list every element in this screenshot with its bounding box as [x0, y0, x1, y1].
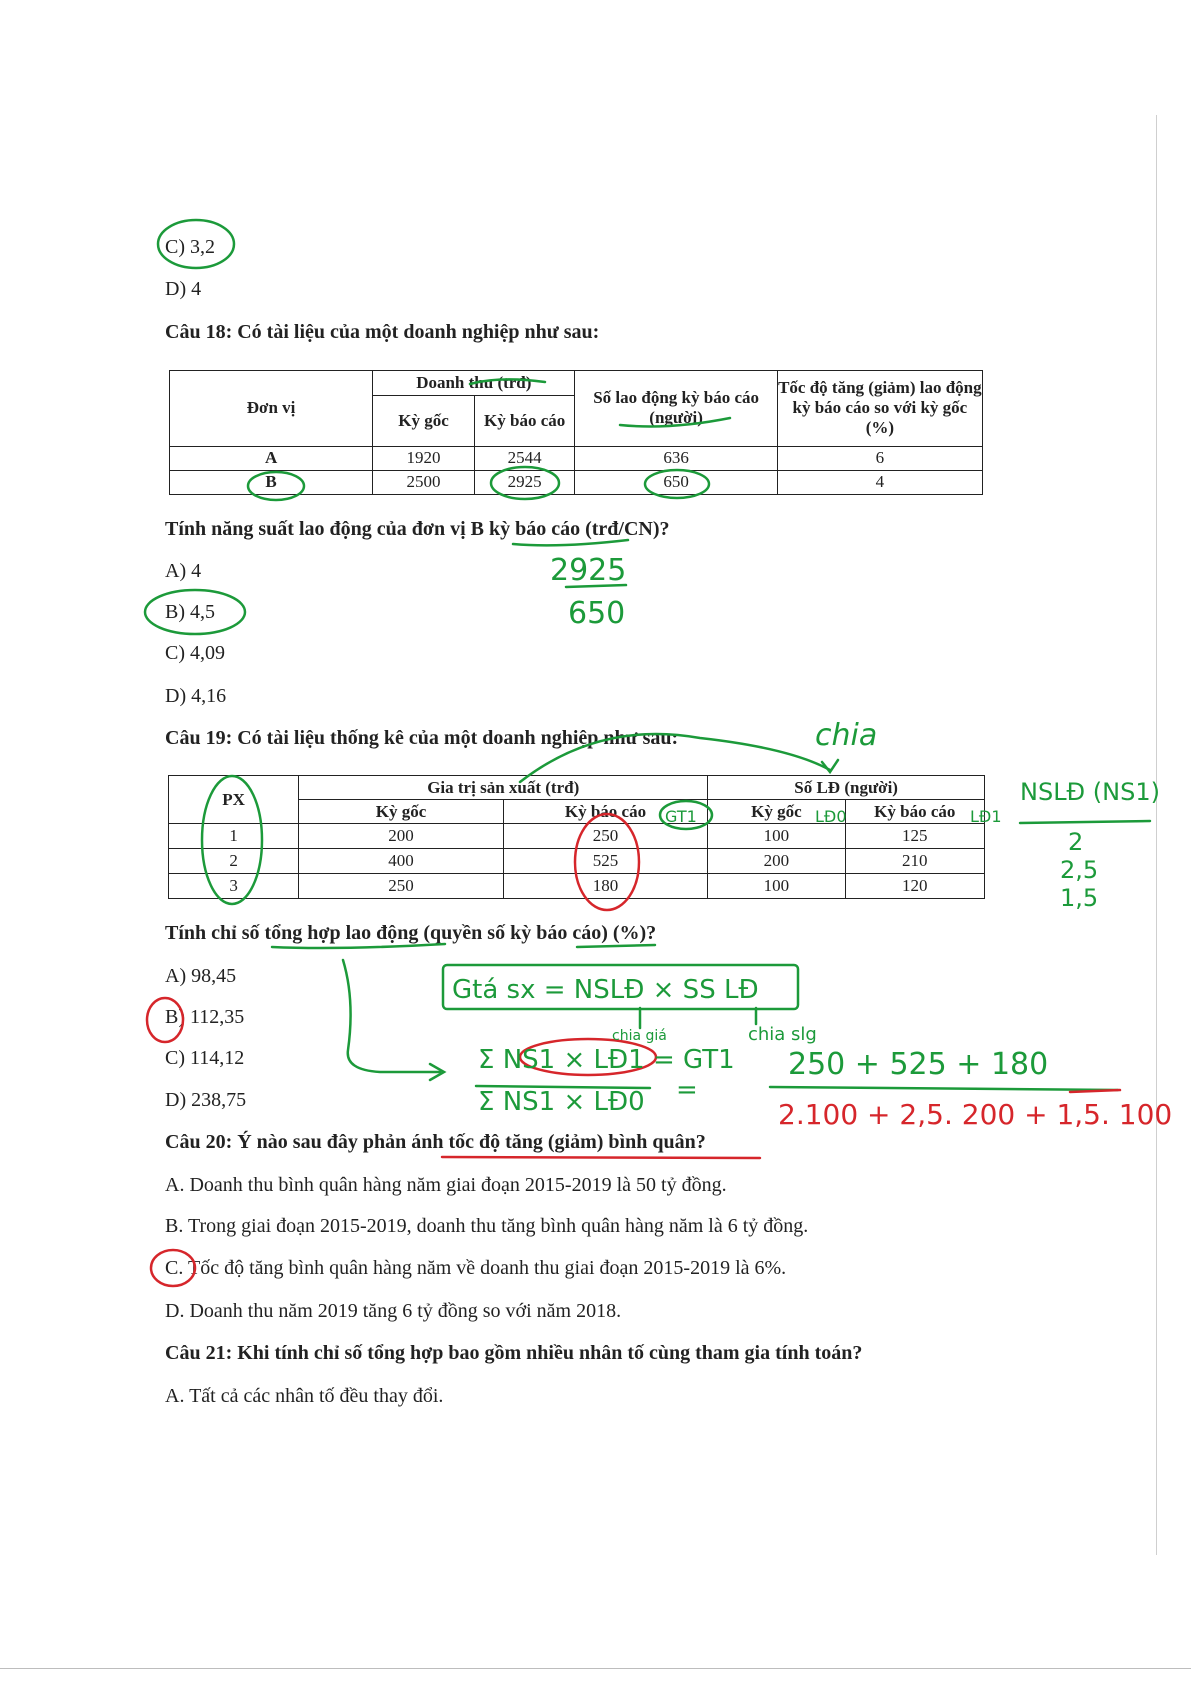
q19-cell-l-base: 100 — [708, 824, 845, 849]
q19-cell-v-base: 200 — [299, 824, 504, 849]
q18-option-b: B) 4,5 — [165, 601, 215, 623]
fraction-bar-q18 — [566, 585, 626, 587]
hw-ns-value-3: 1,5 — [1060, 884, 1099, 912]
hw-ns-value-2: 2,5 — [1060, 856, 1099, 884]
hw-ld0: LĐ0 — [815, 807, 847, 826]
q19-question: Tính chỉ số tổng hợp lao động (quyền số kỳ báo cáo) (%)? — [165, 922, 657, 944]
arrow-to-formula — [343, 960, 440, 1072]
q20-title: Câu 20: Ý nào sau đây phản ánh tốc độ tăng (giảm) bình quân? — [165, 1131, 706, 1153]
q18-cell-unit: A — [170, 446, 373, 470]
hw-chia: chia — [815, 718, 878, 753]
hw-note-chia-slg: chia slg — [748, 1024, 817, 1045]
q19-cell-l-base: 100 — [708, 874, 845, 899]
hw-sum-top: Σ NS1 × LĐ1 = GT1 — [478, 1045, 735, 1075]
q19-cell-l-report: 125 — [845, 824, 984, 849]
q18-h-base: Kỳ gốc — [373, 396, 475, 446]
q18-h-unit: Đơn vị — [170, 371, 373, 447]
underline-calc-red — [1070, 1090, 1120, 1092]
q18-h-report: Kỳ báo cáo — [474, 396, 575, 446]
q18-option-a: A) 4 — [165, 560, 202, 582]
q19-cell-l-report: 210 — [845, 849, 984, 874]
q20-option-b: B. Trong giai đoạn 2015-2019, doanh thu tăng bình quân hàng năm là 6 tỷ đồng. — [165, 1215, 809, 1237]
q18-option-c: C) 4,09 — [165, 642, 225, 664]
hw-sum-bottom: Σ NS1 × LĐ0 — [478, 1087, 645, 1117]
q18-row — [170, 446, 983, 470]
q18-title: Câu 18: Có tài liệu của một doanh nghiệp như sau: — [165, 321, 600, 343]
fraction-bar-sum — [476, 1086, 650, 1088]
q17-option-d: D) 4 — [165, 278, 202, 300]
q18-table — [169, 370, 983, 495]
q19-table — [168, 775, 985, 899]
q20-option-c: C. Tốc độ tăng bình quân hàng năm về doanh thu giai đoạn 2015-2019 là 6%. — [165, 1257, 787, 1279]
q18-cell-growth: 4 — [777, 470, 982, 494]
underline-q19-b — [577, 945, 655, 947]
q19-h-labor: Số LĐ (người) — [708, 776, 985, 800]
q19-cell-px: 2 — [169, 849, 299, 874]
q19-cell-v-report: 250 — [503, 824, 708, 849]
q18-h-labor: Số lao động kỳ báo cáo (người) — [575, 371, 777, 447]
q19-row — [169, 824, 985, 849]
q18-h-revenue: Doanh thu (trđ) — [373, 371, 575, 396]
underline-q20 — [442, 1157, 760, 1158]
q21-option-a: A. Tất cả các nhân tố đều thay đổi. — [165, 1385, 444, 1407]
q19-option-a: A) 98,45 — [165, 965, 237, 987]
q18-option-d: D) 4,16 — [165, 685, 227, 707]
hw-2925: 2925 — [550, 553, 627, 588]
q19-h-value-base: Kỳ gốc — [299, 800, 504, 824]
fraction-bar-calc — [770, 1087, 1118, 1090]
hw-calc-denominator: 2.100 + 2,5. 200 + 1,5. 100 — [778, 1098, 1173, 1131]
q19-cell-l-base: 200 — [708, 849, 845, 874]
page-right-edge — [1156, 115, 1157, 1555]
hw-formula-box-text: Gtá sx = NSLĐ × SS LĐ — [452, 975, 759, 1005]
q19-cell-l-report: 120 — [845, 874, 984, 899]
hw-ld1: LĐ1 — [970, 807, 1002, 826]
q19-cell-v-report: 525 — [503, 849, 708, 874]
q18-h-growth: Tốc độ tăng (giảm) lao động kỳ báo cáo so với kỳ gốc (%) — [777, 371, 982, 447]
q18-cell-report: 2544 — [474, 446, 575, 470]
q18-row — [170, 470, 983, 494]
q19-option-d: D) 238,75 — [165, 1089, 247, 1111]
q19-cell-px: 1 — [169, 824, 299, 849]
q20-option-a: A. Doanh thu bình quân hàng năm giai đoạn 2015-2019 là 50 tỷ đồng. — [165, 1174, 727, 1196]
q19-row — [169, 849, 985, 874]
hw-650: 650 — [568, 596, 626, 631]
q19-cell-v-report: 180 — [503, 874, 708, 899]
q19-title: Câu 19: Có tài liệu thống kê của một doanh nghiệp như sau: — [165, 727, 679, 749]
q18-cell-growth: 6 — [777, 446, 982, 470]
q19-cell-v-base: 400 — [299, 849, 504, 874]
hw-note-chia-gia: chia giá — [612, 1028, 667, 1044]
q18-cell-labor: 636 — [575, 446, 777, 470]
q19-row — [169, 874, 985, 899]
q19-h-value: Gia trị sản xuất (trđ) — [299, 776, 708, 800]
q18-question: Tính năng suất lao động của đơn vị B kỳ báo cáo (trđ/CN)? — [165, 518, 670, 540]
hw-nsld-header: NSLĐ (NS1) — [1020, 778, 1160, 806]
q21-title: Câu 21: Khi tính chỉ số tổng hợp bao gồm nhiều nhân tố cùng tham gia tính toán? — [165, 1342, 863, 1364]
q19-cell-px: 3 — [169, 874, 299, 899]
q19-h-value-report: Kỳ báo cáo — [503, 800, 708, 824]
q19-h-labor-base: Kỳ gốc — [708, 800, 845, 824]
q18-cell-unit: B — [170, 470, 373, 494]
q20-option-d: D. Doanh thu năm 2019 tăng 6 tỷ đồng so với năm 2018. — [165, 1300, 622, 1322]
q18-cell-base: 2500 — [373, 470, 475, 494]
formula-box — [443, 965, 798, 1009]
q19-option-b: B) 112,35 — [165, 1006, 245, 1028]
q18-cell-labor: 650 — [575, 470, 777, 494]
fraction-bar-nsld — [1020, 821, 1150, 823]
hw-gt1: GT1 — [665, 807, 697, 826]
hw-equals: = — [676, 1075, 698, 1105]
arrow-chia-head — [822, 760, 838, 772]
q19-h-px: PX — [169, 776, 299, 824]
q18-cell-base: 1920 — [373, 446, 475, 470]
hw-ns-value-1: 2 — [1068, 828, 1084, 856]
q17-option-c: C) 3,2 — [165, 236, 215, 258]
page-bottom-edge — [0, 1668, 1191, 1669]
q19-cell-v-base: 250 — [299, 874, 504, 899]
q19-h-labor-report: Kỳ báo cáo — [845, 800, 984, 824]
q19-option-c: C) 114,12 — [165, 1047, 245, 1069]
hw-calc-numerator: 250 + 525 + 180 — [788, 1047, 1049, 1082]
circle-ns1-ld1 — [520, 1039, 656, 1075]
arrow-to-formula-head — [430, 1064, 444, 1080]
q18-cell-report: 2925 — [474, 470, 575, 494]
